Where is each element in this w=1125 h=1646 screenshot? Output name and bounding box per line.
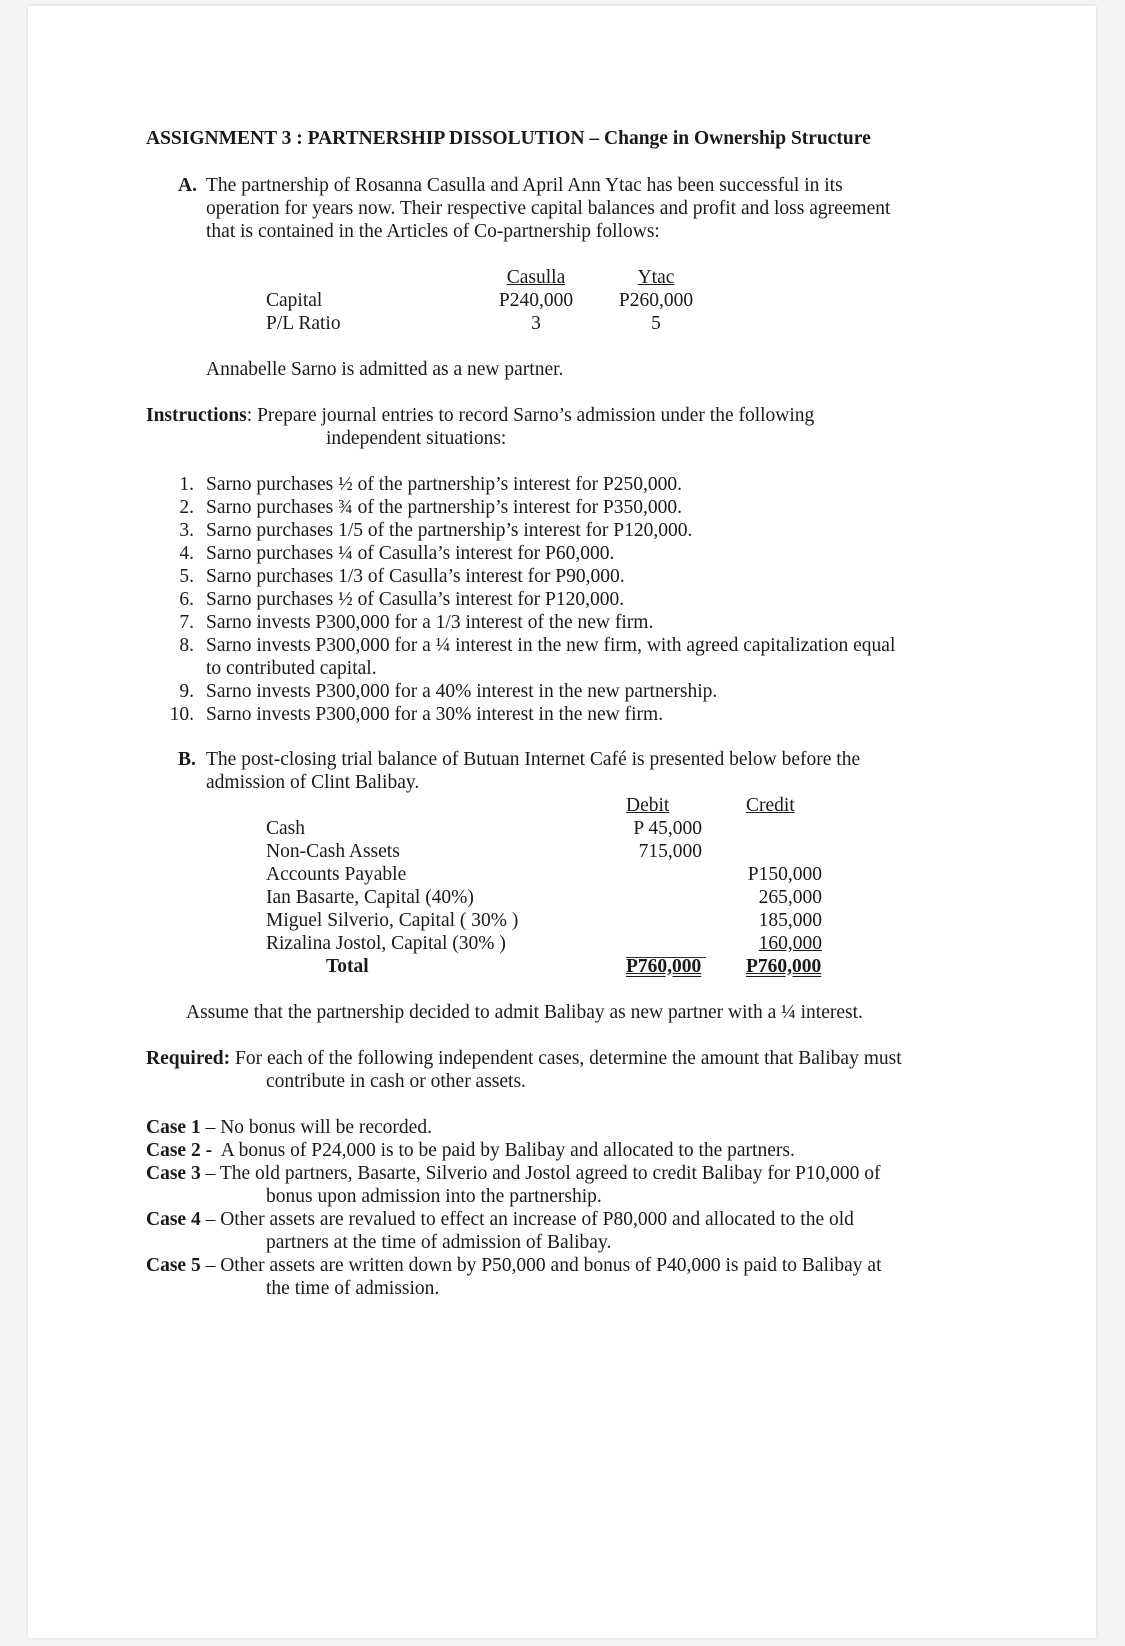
trial-balance-account: Rizalina Jostol, Capital (30% ) — [266, 933, 506, 954]
list-item-text: Sarno purchases ¾ of the partnership’s interest for P350,000. — [206, 497, 683, 518]
trial-balance-credit: 185,000 — [758, 910, 822, 931]
list-item-number: 4. — [179, 543, 194, 564]
case-text: Other assets are revalued to effect an increase of P80,000 and allocated to the old — [220, 1209, 854, 1230]
trial-balance-credit: 265,000 — [758, 887, 822, 908]
case-separator: – — [200, 1163, 220, 1184]
trial-balance-credit: 160,000 — [758, 933, 822, 954]
casulla-capital: P240,000 — [498, 290, 574, 311]
document-page — [28, 6, 1096, 1638]
trial-balance-credit: P150,000 — [747, 864, 822, 885]
required — [146, 1047, 902, 1071]
case-separator: – — [200, 1209, 221, 1230]
list-item-text: Sarno purchases ½ of Casulla’s interest for P120,000. — [206, 589, 625, 610]
list-item-number: 8. — [179, 635, 194, 656]
part-a-intro-line-3: that is contained in the Articles of Co-partnership follows: — [206, 221, 660, 242]
case-text: No bonus will be recorded. — [220, 1117, 432, 1138]
part-a-letter: A. — [178, 175, 197, 196]
case-text-continued: partners at the time of admission of Balibay. — [266, 1232, 612, 1253]
case-label: Case 5 — [146, 1255, 201, 1276]
list-item-text: Sarno purchases 1/3 of Casulla’s interest for P90,000. — [206, 566, 625, 587]
list-item-text: Sarno purchases 1/5 of the partnership’s interest for P120,000. — [206, 520, 693, 541]
debit-header: Debit — [626, 795, 670, 816]
case-text: Other assets are written down by P50,000 and bonus of P40,000 is paid to Balibay at — [220, 1255, 882, 1276]
case-separator: – — [200, 1117, 221, 1138]
case-item — [146, 1254, 882, 1278]
list-item-number: 7. — [179, 612, 194, 633]
admission-note: Annabelle Sarno is admitted as a new partner. — [206, 359, 564, 380]
list-item-number: 9. — [179, 681, 194, 702]
list-item-text: Sarno invests P300,000 for a ¼ interest in the new firm, with agreed capitalization equal — [206, 635, 896, 656]
list-item-text: Sarno invests P300,000 for a 40% interest in the new partnership. — [206, 681, 718, 702]
total-debit: P760,000 — [626, 956, 702, 977]
list-item-text: Sarno invests P300,000 for a 1/3 interest of the new firm. — [206, 612, 654, 633]
list-item-text: Sarno purchases ¼ of Casulla’s interest for P60,000. — [206, 543, 615, 564]
trial-balance-account: Cash — [266, 818, 305, 839]
column-header-casulla: Casulla — [506, 267, 566, 288]
trial-balance-debit: P 45,000 — [633, 818, 702, 839]
instructions — [146, 404, 814, 428]
list-item-number: 3. — [179, 520, 194, 541]
part-a-intro-line-1: The partnership of Rosanna Casulla and April Ann Ytac has been successful in its — [206, 175, 843, 196]
case-text: The old partners, Basarte, Silverio and Jostol agreed to credit Balibay for P10,000 of — [219, 1163, 881, 1184]
trial-balance-debit: 715,000 — [638, 841, 702, 862]
list-item-number: 1. — [179, 474, 194, 495]
case-text-continued: bonus upon admission into the partnership. — [266, 1186, 602, 1207]
trial-balance-account: Miguel Silverio, Capital ( 30% ) — [266, 910, 519, 931]
case-separator — [212, 1140, 221, 1161]
case-item — [146, 1162, 881, 1186]
list-item-number: 5. — [179, 566, 194, 587]
instructions-text-2: independent situations: — [326, 428, 507, 449]
trial-balance-account: Accounts Payable — [266, 864, 407, 885]
case-label: Case 4 — [146, 1209, 201, 1230]
assumption: Assume that the partnership decided to admit Balibay as new partner with a ¼ interest. — [186, 1002, 863, 1023]
case-label: Case 1 — [146, 1117, 201, 1138]
case-item — [146, 1116, 432, 1140]
case-item — [146, 1208, 854, 1232]
case-separator: – — [200, 1255, 221, 1276]
casulla-pl-ratio: 3 — [531, 313, 541, 334]
case-text: A bonus of P24,000 is to be paid by Balibay and allocated to the partners. — [220, 1140, 795, 1161]
list-item-text: Sarno invests P300,000 for a 30% interest in the new firm. — [206, 704, 664, 725]
required-text-2: contribute in cash or other assets. — [266, 1071, 526, 1092]
part-b-intro-line-1: The post-closing trial balance of Butuan Internet Café is presented below before the — [206, 749, 861, 770]
row-label-pl-ratio: P/L Ratio — [266, 313, 341, 334]
row-label-capital: Capital — [266, 290, 323, 311]
case-label: Case 3 — [146, 1163, 201, 1184]
list-item-text: Sarno purchases ½ of the partnership’s interest for P250,000. — [206, 474, 683, 495]
list-item-number: 6. — [179, 589, 194, 610]
case-text-continued: the time of admission. — [266, 1278, 440, 1299]
column-header-ytac: Ytac — [637, 267, 675, 288]
part-b-letter: B. — [178, 749, 196, 770]
credit-header: Credit — [746, 795, 795, 816]
page-title: ASSIGNMENT 3 : PARTNERSHIP DISSOLUTION – Change in Ownership Structure — [146, 128, 871, 149]
list-item-number: 10. — [169, 704, 194, 725]
instructions-label: Instructions — [146, 405, 247, 426]
case-item — [146, 1139, 795, 1163]
list-item-text: to contributed capital. — [206, 658, 377, 679]
trial-balance-account: Non-Cash Assets — [266, 841, 400, 862]
ytac-pl-ratio: 5 — [651, 313, 661, 334]
list-item-number: 2. — [179, 497, 194, 518]
total-credit: P760,000 — [746, 956, 822, 977]
instructions-text-1: : Prepare journal entries to record Sarno’s admission under the following — [246, 405, 815, 426]
required-label: Required: — [146, 1048, 231, 1069]
required-text-1: For each of the following independent cases, determine the amount that Balibay must — [230, 1048, 902, 1069]
trial-balance-account: Ian Basarte, Capital (40%) — [266, 887, 474, 908]
total-label: Total — [326, 956, 369, 977]
part-b-intro-line-2: admission of Clint Balibay. — [206, 772, 420, 793]
ytac-capital: P260,000 — [618, 290, 694, 311]
case-label: Case 2 - — [146, 1140, 213, 1161]
part-a-intro-line-2: operation for years now. Their respective capital balances and profit and loss agreement — [206, 198, 891, 219]
